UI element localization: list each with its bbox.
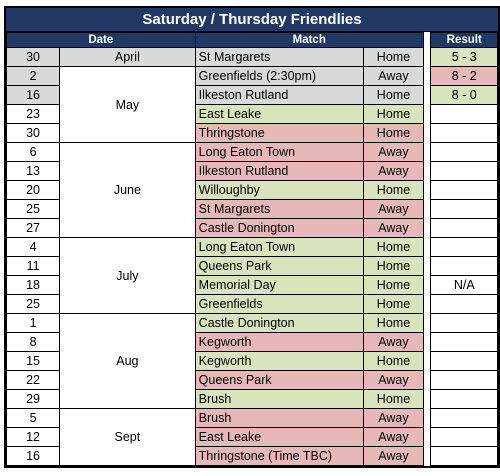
fixture-opponent: Long Eaton Town bbox=[195, 238, 363, 257]
fixture-day: 25 bbox=[7, 295, 60, 314]
column-spacer bbox=[423, 409, 431, 428]
fixture-opponent: Ilkeston Rutland bbox=[195, 86, 363, 105]
fixture-result bbox=[431, 295, 498, 314]
fixture-day: 27 bbox=[7, 219, 60, 238]
fixture-day: 1 bbox=[7, 314, 60, 333]
column-spacer bbox=[423, 371, 431, 390]
fixture-day: 16 bbox=[7, 447, 60, 466]
fixture-opponent: Long Eaton Town bbox=[195, 143, 363, 162]
column-spacer bbox=[423, 276, 431, 295]
fixture-result: N/A bbox=[431, 276, 498, 295]
column-spacer bbox=[423, 352, 431, 371]
fixture-venue: Away bbox=[364, 67, 424, 86]
fixture-result: 8 - 2 bbox=[431, 67, 498, 86]
fixture-venue: Away bbox=[364, 200, 424, 219]
column-spacer bbox=[423, 447, 431, 466]
month-label: Sept bbox=[60, 409, 196, 466]
fixture-opponent: Greenfields (2:30pm) bbox=[195, 67, 363, 86]
fixture-result bbox=[431, 238, 498, 257]
column-spacer bbox=[423, 238, 431, 257]
fixture-venue: Away bbox=[364, 371, 424, 390]
fixture-opponent: Castle Donington bbox=[195, 219, 363, 238]
fixture-result bbox=[431, 143, 498, 162]
fixture-result bbox=[431, 314, 498, 333]
month-label: Aug bbox=[60, 314, 196, 409]
column-spacer bbox=[423, 105, 431, 124]
column-spacer bbox=[423, 333, 431, 352]
fixture-day: 12 bbox=[7, 428, 60, 447]
column-spacer bbox=[423, 200, 431, 219]
fixture-day: 18 bbox=[7, 276, 60, 295]
fixture-result bbox=[431, 390, 498, 409]
fixture-venue: Home bbox=[364, 295, 424, 314]
fixture-day: 30 bbox=[7, 48, 60, 67]
fixture-day: 8 bbox=[7, 333, 60, 352]
column-spacer bbox=[423, 314, 431, 333]
fixture-result bbox=[431, 333, 498, 352]
fixture-venue: Away bbox=[364, 333, 424, 352]
column-spacer bbox=[423, 181, 431, 200]
fixture-result: 8 - 0 bbox=[431, 86, 498, 105]
fixture-opponent: East Leake bbox=[195, 105, 363, 124]
fixture-venue: Home bbox=[364, 314, 424, 333]
column-spacer bbox=[423, 390, 431, 409]
fixtures-sheet bbox=[4, 6, 500, 468]
fixture-venue: Home bbox=[364, 181, 424, 200]
fixture-day: 23 bbox=[7, 105, 60, 124]
column-spacer bbox=[423, 428, 431, 447]
fixture-day: 25 bbox=[7, 200, 60, 219]
fixture-venue: Away bbox=[364, 409, 424, 428]
column-spacer bbox=[423, 219, 431, 238]
fixture-venue: Home bbox=[364, 238, 424, 257]
fixture-opponent: Queens Park bbox=[195, 257, 363, 276]
fixture-venue: Home bbox=[364, 105, 424, 124]
fixture-opponent: St Margarets bbox=[195, 48, 363, 67]
fixture-day: 2 bbox=[7, 67, 60, 86]
fixture-day: 29 bbox=[7, 390, 60, 409]
fixture-result: 5 - 3 bbox=[431, 48, 498, 67]
column-spacer bbox=[423, 143, 431, 162]
fixture-result bbox=[431, 352, 498, 371]
fixture-day: 20 bbox=[7, 181, 60, 200]
fixture-venue: Home bbox=[364, 124, 424, 143]
fixture-day: 11 bbox=[7, 257, 60, 276]
column-spacer bbox=[423, 162, 431, 181]
fixture-day: 15 bbox=[7, 352, 60, 371]
fixture-day: 4 bbox=[7, 238, 60, 257]
column-header-row bbox=[7, 33, 498, 48]
fixture-opponent: Ilkeston Rutland bbox=[195, 162, 363, 181]
column-spacer bbox=[423, 295, 431, 314]
fixture-venue: Home bbox=[364, 48, 424, 67]
month-label: July bbox=[60, 238, 196, 314]
fixture-venue: Away bbox=[364, 219, 424, 238]
fixture-result bbox=[431, 162, 498, 181]
fixture-result bbox=[431, 428, 498, 447]
fixtures-table bbox=[6, 32, 498, 466]
fixture-result bbox=[431, 257, 498, 276]
fixture-venue: Home bbox=[364, 352, 424, 371]
month-label: April bbox=[60, 48, 196, 67]
fixture-row bbox=[7, 143, 498, 162]
fixture-result bbox=[431, 181, 498, 200]
fixture-day: 22 bbox=[7, 371, 60, 390]
fixture-opponent: Kegworth bbox=[195, 333, 363, 352]
fixture-opponent: Brush bbox=[195, 409, 363, 428]
fixture-day: 5 bbox=[7, 409, 60, 428]
column-spacer bbox=[423, 124, 431, 143]
fixture-body bbox=[7, 48, 498, 466]
fixture-day: 6 bbox=[7, 143, 60, 162]
month-label: June bbox=[60, 143, 196, 238]
column-spacer bbox=[423, 33, 431, 48]
fixture-opponent: Memorial Day bbox=[195, 276, 363, 295]
fixture-venue: Away bbox=[364, 143, 424, 162]
fixture-opponent: Castle Donington bbox=[195, 314, 363, 333]
fixture-opponent: Queens Park bbox=[195, 371, 363, 390]
fixture-opponent: Brush bbox=[195, 390, 363, 409]
column-spacer bbox=[423, 257, 431, 276]
fixture-opponent: St Margarets bbox=[195, 200, 363, 219]
fixture-opponent: Greenfields bbox=[195, 295, 363, 314]
fixture-row bbox=[7, 314, 498, 333]
fixture-day: 13 bbox=[7, 162, 60, 181]
fixture-venue: Home bbox=[364, 86, 424, 105]
fixture-row bbox=[7, 238, 498, 257]
month-label: May bbox=[60, 67, 196, 143]
fixture-opponent: Thringstone (Time TBC) bbox=[195, 447, 363, 466]
fixture-venue: Away bbox=[364, 428, 424, 447]
fixture-day: 16 bbox=[7, 86, 60, 105]
result-column-header: Result bbox=[431, 33, 498, 48]
fixture-row bbox=[7, 409, 498, 428]
fixture-result bbox=[431, 409, 498, 428]
fixture-day: 30 bbox=[7, 124, 60, 143]
fixture-result bbox=[431, 219, 498, 238]
column-spacer bbox=[423, 48, 431, 67]
fixture-result bbox=[431, 124, 498, 143]
match-column-header: Match bbox=[195, 33, 423, 48]
fixture-venue: Home bbox=[364, 390, 424, 409]
fixture-result bbox=[431, 105, 498, 124]
fixture-opponent: Kegworth bbox=[195, 352, 363, 371]
column-spacer bbox=[423, 67, 431, 86]
fixture-opponent: Thringstone bbox=[195, 124, 363, 143]
column-spacer bbox=[423, 86, 431, 105]
fixture-venue: Away bbox=[364, 447, 424, 466]
date-column-header: Date bbox=[7, 33, 196, 48]
fixture-result bbox=[431, 200, 498, 219]
fixture-row bbox=[7, 48, 498, 67]
fixture-venue: Home bbox=[364, 276, 424, 295]
fixture-result bbox=[431, 447, 498, 466]
fixture-venue: Home bbox=[364, 257, 424, 276]
fixture-result bbox=[431, 371, 498, 390]
sheet-title: Saturday / Thursday Friendlies bbox=[6, 8, 498, 32]
fixture-opponent: East Leake bbox=[195, 428, 363, 447]
fixture-row bbox=[7, 67, 498, 86]
fixture-venue: Away bbox=[364, 162, 424, 181]
fixture-opponent: Willoughby bbox=[195, 181, 363, 200]
